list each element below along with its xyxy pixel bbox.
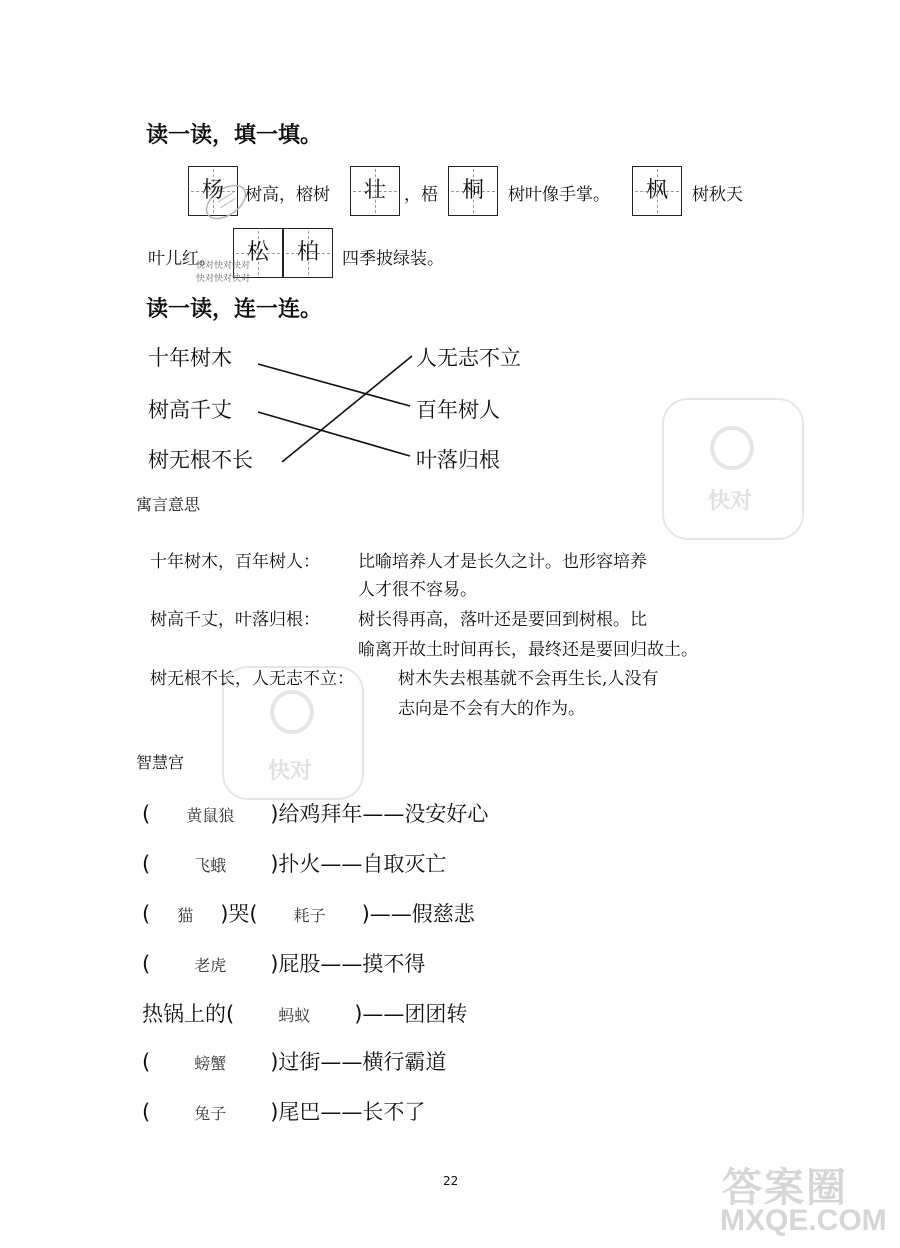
riddle-answer: 黄鼠狼 xyxy=(186,806,235,825)
watermark-text: 快对 xyxy=(268,759,313,784)
match-left-1: 十年树木 xyxy=(148,346,232,370)
match-right-3: 叶落归根 xyxy=(416,448,500,472)
section3-title: 寓言意思 xyxy=(136,495,201,514)
riddle-answer: 老虎 xyxy=(194,956,227,975)
line1-text4: 树秋天 xyxy=(692,185,743,205)
fill-box-yang: 杨 xyxy=(188,166,238,216)
site-watermark-bottom: MXQE.COM xyxy=(720,1204,887,1237)
match-right-2: 百年树人 xyxy=(416,398,500,422)
watermark-check-icon xyxy=(270,690,314,734)
riddle-answer: 猫 xyxy=(177,906,194,925)
riddle-row: ( 老虎 )屁股——摸不得 xyxy=(142,952,426,976)
meaning-term-1: 十年树木，百年树人： xyxy=(150,552,320,572)
fill-box-tong: 桐 xyxy=(448,166,498,216)
section4-title: 智慧宫 xyxy=(136,753,185,772)
line1-text3: 树叶像手掌。 xyxy=(508,185,610,205)
match-left-2: 树高千丈 xyxy=(148,398,232,422)
riddle-row: ( 螃蟹 )过街——横行霸道 xyxy=(142,1050,447,1074)
riddle-row: ( 兔子 )尾巴——长不了 xyxy=(142,1100,426,1124)
riddle-answer: 螃蟹 xyxy=(194,1054,227,1073)
riddle-answer: 飞蛾 xyxy=(194,856,227,875)
line1-text2: ，梧 xyxy=(404,185,438,205)
section2-title: 读一读，连一连。 xyxy=(146,297,323,322)
riddle-row: ( 飞蛾 )扑火——自取灭亡 xyxy=(142,852,447,876)
line2-text2: 四季披绿装。 xyxy=(342,249,444,269)
fill-box-feng: 枫 xyxy=(632,166,682,216)
line1-text1: 树高，榕树 xyxy=(245,185,330,205)
match-line-1 xyxy=(258,364,410,406)
meaning-line-1a: 比喻培养人才是长久之计。也形容培养 xyxy=(358,552,647,572)
fill-box-bai: 柏 xyxy=(283,228,333,278)
stamp-text-2: 快对快对快对 xyxy=(196,274,251,284)
watermark-text: 快对 xyxy=(708,489,753,514)
riddle-answer: 兔子 xyxy=(194,1104,227,1123)
stamp-text-1: 快对快对快对 xyxy=(196,261,251,271)
riddle-answer: 蚂蚁 xyxy=(278,1006,311,1025)
meaning-line-2b: 喻离开故土时间再长，最终还是要回归故土。 xyxy=(358,640,698,660)
riddle-answer-2: 耗子 xyxy=(293,906,326,925)
meaning-term-3: 树无根不长，人无志不立： xyxy=(150,669,354,689)
line2-text1: 叶儿红。 xyxy=(148,249,216,269)
match-line-3 xyxy=(282,356,412,462)
site-watermark-top: 答案圈 xyxy=(722,1165,848,1211)
riddle-row: ( 猫 )哭( 耗子 )——假慈悲 xyxy=(142,902,475,926)
match-right-1: 人无志不立 xyxy=(416,346,521,370)
fill-box-zhuang: 壮 xyxy=(350,166,400,216)
meaning-line-3a: 树木失去根基就不会再生长,人没有 xyxy=(398,669,659,689)
meaning-term-2: 树高千丈，叶落归根： xyxy=(150,610,320,630)
match-lines xyxy=(0,0,900,500)
meaning-line-2a: 树长得再高，落叶还是要回到树根。比 xyxy=(358,610,647,630)
riddle-row: 热锅上的( 蚂蚁 )——团团转 xyxy=(142,1002,468,1026)
match-left-3: 树无根不长 xyxy=(148,448,253,472)
riddle-row: ( 黄鼠狼 )给鸡拜年——没安好心 xyxy=(142,802,489,826)
section1-title: 读一读，填一填。 xyxy=(146,123,323,148)
fill-box-song: 松 xyxy=(233,228,283,278)
meaning-line-1b: 人才很不容易。 xyxy=(358,580,477,600)
page-number: 22 xyxy=(443,1174,459,1188)
meaning-line-3b: 志向是不会有大的作为。 xyxy=(398,699,585,719)
